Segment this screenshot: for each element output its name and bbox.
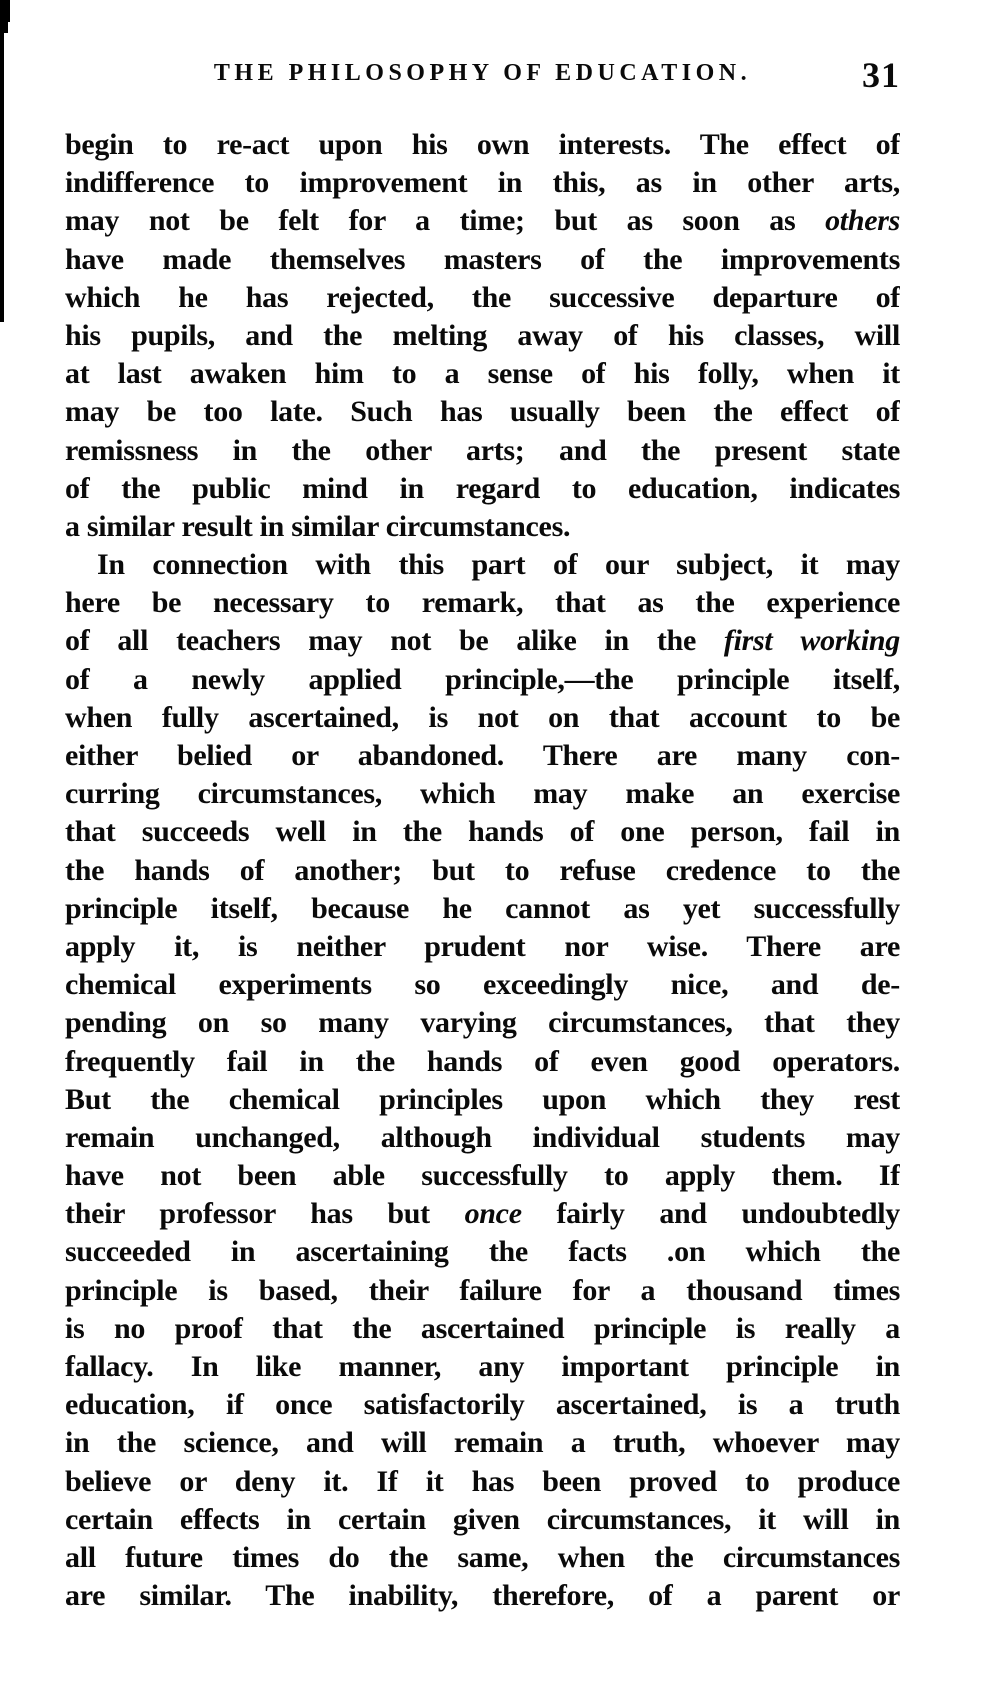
text-line [65, 737, 900, 775]
text-segment: which he has rejected, the successive departure of [65, 280, 900, 314]
text-segment: all future times do the same, when the circumstances [65, 1540, 900, 1574]
text-segment: of all teachers may not be alike in the [65, 624, 724, 658]
text-segment: either belied or abandoned. There are many con- [65, 739, 900, 772]
text-segment: principle is based, their failure for a thousand times [65, 1273, 900, 1307]
text-segment: may not be felt for a time; but as soon as [65, 204, 826, 238]
body-text [65, 126, 900, 1615]
text-segment: indifference to improvement in this, as in other arts, [65, 166, 900, 200]
text-line [65, 813, 900, 851]
text-segment: is no proof that the ascertained principle is really a [65, 1311, 900, 1345]
text-line [65, 355, 900, 393]
text-segment: at last awaken him to a sense of his folly, when it [65, 357, 900, 391]
page-header [65, 55, 900, 95]
text-segment: apply it, is neither prudent nor wise. There are [65, 929, 900, 963]
text-line [65, 1195, 900, 1233]
text-segment: frequently fail in the hands of even good operators. [65, 1044, 900, 1078]
text-segment: in the science, and will remain a truth, whoever may [65, 1426, 900, 1460]
text-segment: when fully ascertained, is not on that account to be [65, 700, 900, 734]
scan-artifact-blob [0, 0, 8, 33]
text-segment: of a newly applied principle,—the principle itself, [65, 662, 900, 696]
text-segment: may be too late. Such has usually been the effect of [65, 395, 900, 429]
text-segment: fallacy. In like manner, any important principle in [65, 1350, 900, 1383]
text-segment: succeeded in ascertaining the facts .on which the [65, 1235, 900, 1269]
text-line [65, 1081, 900, 1119]
text-line [65, 1043, 900, 1081]
text-segment: that succeeds well in the hands of one person, fail in [65, 815, 900, 849]
text-segment: education, if once satisfactorily ascertained, is a truth [65, 1388, 900, 1422]
text-line [65, 1233, 900, 1271]
page-number: 31 [862, 55, 900, 95]
text-segment: here be necessary to remark, that as the experience [65, 586, 900, 620]
text-line [65, 126, 900, 164]
text-line [65, 1004, 900, 1042]
italic-text: others [825, 204, 900, 238]
text-line [65, 1119, 900, 1157]
text-line [65, 241, 900, 279]
text-line [65, 852, 900, 890]
text-segment: have not been able successfully to apply them. If [65, 1159, 900, 1193]
text-line [65, 928, 900, 966]
text-line [65, 317, 900, 355]
text-segment: their professor has but [65, 1197, 465, 1231]
text-line [65, 470, 900, 508]
text-segment: have made themselves masters of the improvements [65, 242, 900, 276]
text-segment: But the chemical principles upon which they rest [65, 1082, 900, 1116]
text-segment: curring circumstances, which may make an exercise [65, 777, 900, 811]
text-line [65, 164, 900, 202]
text-line [65, 1424, 900, 1462]
text-line [65, 1501, 900, 1539]
text-line [65, 1272, 900, 1310]
text-segment: his pupils, and the melting away of his classes, will [65, 318, 900, 352]
text-line [65, 699, 900, 737]
text-segment: the hands of another; but to refuse credence to the [65, 853, 900, 887]
text-segment: of the public mind in regard to education, indicates [65, 471, 900, 505]
text-segment: are similar. The inability, therefore, of a parent or [65, 1579, 900, 1613]
text-line [65, 622, 900, 660]
text-segment: pending on so many varying circumstances, that they [65, 1006, 900, 1040]
text-segment: certain effects in certain given circumstances, it will in [65, 1502, 900, 1536]
running-title: THE PHILOSOPHY OF EDUCATION. [213, 60, 752, 86]
text-line [65, 1310, 900, 1348]
text-line [65, 966, 900, 1004]
text-line [65, 508, 900, 546]
text-line [65, 1463, 900, 1501]
text-line [65, 890, 900, 928]
text-line [65, 546, 900, 584]
scan-artifact-bar [0, 0, 4, 322]
text-line [65, 279, 900, 317]
text-segment: believe or deny it. If it has been proved to produce [65, 1464, 900, 1498]
text-segment: a similar result in similar circumstances. [65, 509, 571, 543]
italic-text: once [464, 1197, 522, 1231]
text-segment: remain unchanged, although individual students may [65, 1120, 900, 1154]
text-line [65, 1577, 900, 1615]
text-segment: begin to re-act upon his own interests. The effect of [65, 128, 900, 161]
text-segment: chemical experiments so exceedingly nice, and de- [65, 968, 900, 1002]
text-line [65, 202, 900, 240]
text-line [65, 432, 900, 470]
text-line [65, 775, 900, 813]
text-line [65, 661, 900, 699]
text-segment: In connection with this part of our subject, it may [97, 548, 900, 582]
text-segment: principle itself, because he cannot as yet successfully [65, 891, 900, 925]
text-segment: remissness in the other arts; and the present state [65, 433, 900, 467]
text-line [65, 1386, 900, 1424]
text-line [65, 584, 900, 622]
text-line [65, 393, 900, 431]
text-line [65, 1348, 900, 1386]
text-line [65, 1539, 900, 1577]
text-segment: fairly and undoubtedly [521, 1197, 900, 1231]
italic-text: first working [723, 624, 900, 658]
text-line [65, 1157, 900, 1195]
